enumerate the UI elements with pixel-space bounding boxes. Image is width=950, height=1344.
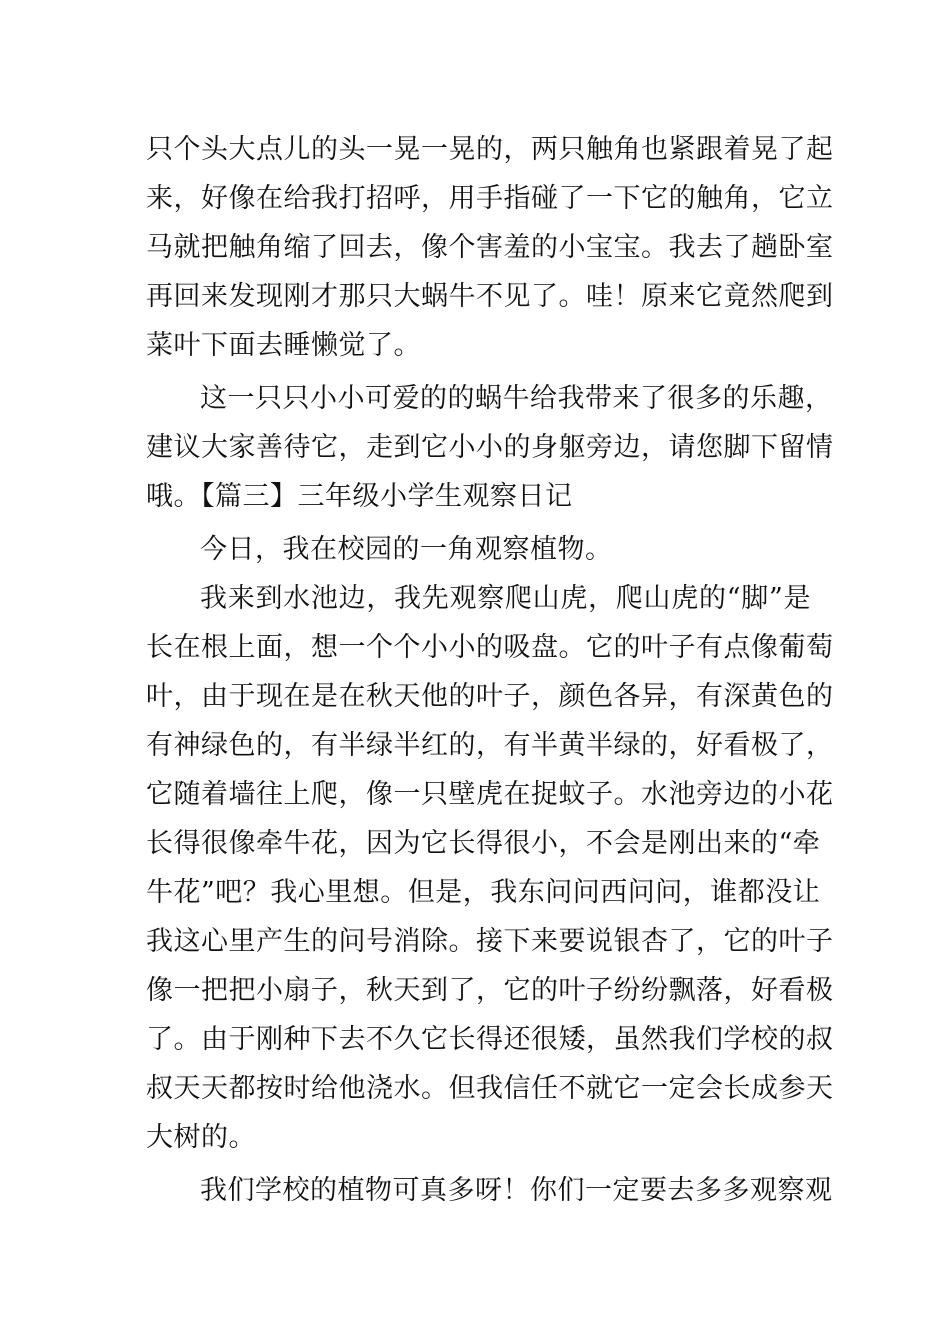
text-line: 我这心里产生的问号消除。接下来要说银杏了，它的叶子 bbox=[146, 926, 834, 957]
text-line: 马就把触角缩了回去，像个害羞的小宝宝。我去了趟卧室 bbox=[146, 232, 834, 263]
text-line: 长得很像牵牛花，因为它长得很小，不会是刚出来的“牵 bbox=[146, 828, 821, 859]
text-line: 菜叶下面去睡懒觉了。 bbox=[146, 330, 421, 361]
text-line: 叶，由于现在是在秋天他的叶子，颜色各异，有深黄色的 bbox=[146, 681, 834, 712]
text-line: 像一把把小扇子，秋天到了，它的叶子纷纷飘落，好看极 bbox=[146, 975, 834, 1006]
text-line: 只个头大点儿的头一晃一晃的，两只触角也紧跟着晃了起 bbox=[146, 134, 834, 165]
text-line: 建议大家善待它，走到它小小的身躯旁边，请您脚下留情 bbox=[146, 432, 834, 463]
text-line: 长在根上面，想一个个小小的吸盘。它的叶子有点像葡萄 bbox=[146, 632, 834, 663]
text-line: 了。由于刚种下去不久它长得还很矮，虽然我们学校的叔 bbox=[146, 1024, 834, 1055]
text-line: 大树的。 bbox=[146, 1122, 256, 1153]
text-line: 我来到水池边，我先观察爬山虎，爬山虎的“脚”是 bbox=[200, 583, 811, 614]
text-line: 这一只只小小可爱的的蜗牛给我带来了很多的乐趣， bbox=[200, 383, 833, 414]
text-line: 叔天天都按时给他浇水。但我信任不就它一定会长成参天 bbox=[146, 1073, 834, 1104]
text-line: 来，好像在给我打招呼，用手指碰了一下它的触角，它立 bbox=[146, 183, 834, 214]
text-line: 牛花”吧？我心里想。但是，我东问问西问问，谁都没让 bbox=[146, 877, 821, 908]
text-line: 今日，我在校园的一角观察植物。 bbox=[200, 534, 613, 565]
section-heading-line: 哦。【篇三】三年级小学生观察日记 bbox=[146, 481, 573, 512]
text-line: 它随着墙往上爬，像一只壁虎在捉蚊子。水池旁边的小花 bbox=[146, 779, 834, 810]
text-line: 再回来发现刚才那只大蜗牛不见了。哇！原来它竟然爬到 bbox=[146, 281, 834, 312]
text-line: 我们学校的植物可真多呀！你们一定要去多多观察观 bbox=[200, 1175, 833, 1206]
text-line: 有神绿色的，有半绿半红的，有半黄半绿的，好看极了， bbox=[146, 730, 834, 761]
